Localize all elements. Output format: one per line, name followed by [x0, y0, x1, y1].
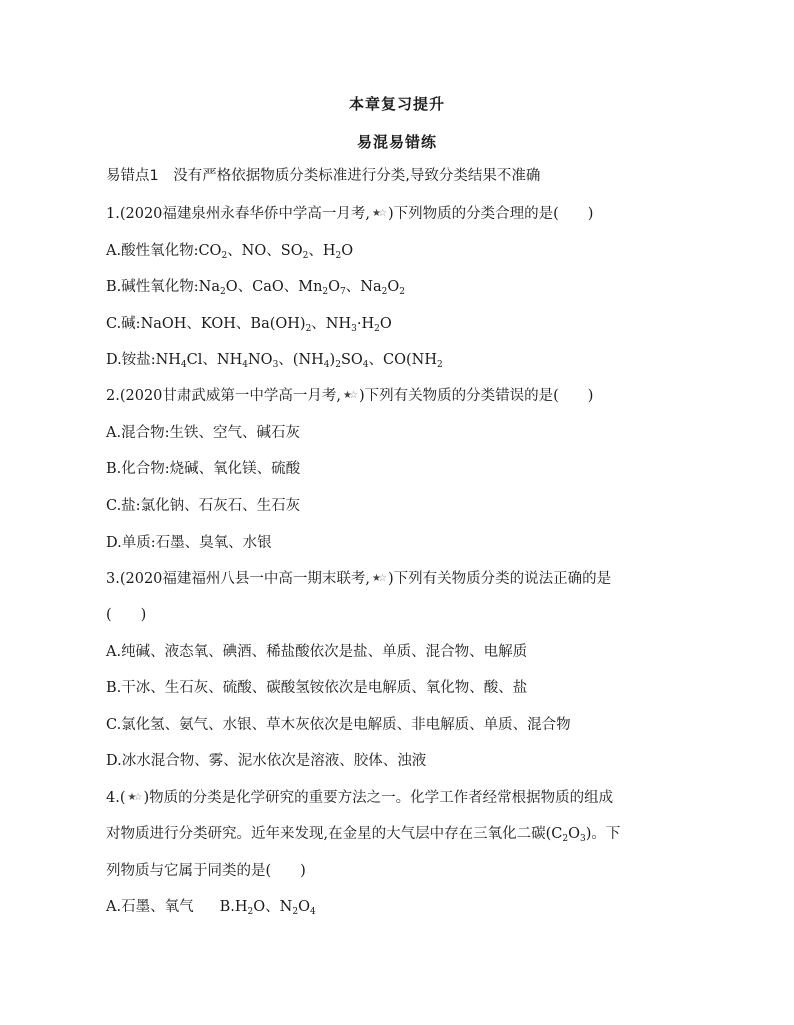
question-2-source: 2.(2020甘肃武威第一中学高一月考, [106, 388, 342, 404]
question-4-line-3: 列物质与它属于同类的是( ) [106, 863, 306, 879]
question-2-option-d: D.单质:石墨、臭氧、水银 [106, 535, 272, 551]
question-1-option-a: A.酸性氧化物$:CO_2$、NO、$SO_2$、$H_2O$ [106, 243, 354, 261]
question-1-option-c: C.碱:NaOH、KOH、$Ba(OH)_2$、$NH_3\cdot H_2O$ [106, 316, 392, 334]
question-4-stem [106, 788, 706, 808]
question-3-text: )下列有关物质分类的说法正确的是 [387, 571, 612, 587]
question-1-option-b: B.碱性氧化物$:Na_2O$、CaO、$Mn_2O_7$、$Na_2O_2$ [106, 279, 405, 297]
question-3-answer-bracket: ( ) [106, 607, 147, 623]
question-3-option-b: B.干冰、生石灰、硫酸、碳酸氢铵依次是电解质、氧化物、酸、盐 [106, 680, 528, 696]
question-4-option-a: A.石墨、氧气 [106, 899, 194, 915]
question-2-option-a: A.混合物:生铁、空气、碱石灰 [106, 425, 300, 441]
question-4-option-b: $B.H_2O$、$N_2O_4$ [219, 899, 316, 917]
question-4-number: 4.( [106, 790, 126, 806]
question-1-stem [106, 204, 706, 224]
section-subtitle: 易混易错练 [356, 133, 437, 151]
question-3-option-c: C.氯化氢、氨气、水银、草木灰依次是电解质、非电解质、单质、混合物 [106, 717, 571, 733]
question-4-text: )物质的分类是化学研究的重要方法之一。化学工作者经常根据物质的组成 [143, 790, 614, 806]
question-3-option-a: A.纯碱、液态氧、碘酒、稀盐酸依次是盐、单质、混合物、电解质 [106, 644, 528, 660]
question-1-option-d: D.铵盐$:NH_4Cl$、$NH_4NO_3$、$(NH_4)_2SO_4$、$CO(NH_2$ [106, 352, 443, 370]
question-4-line-2: 对物质进行分类研究。近年来发现,在金星的大气层中存在三氧化二碳$(C_2O_3)$。下 [106, 826, 621, 844]
question-2-text: )下列有关物质的分类错误的是( ) [358, 388, 594, 404]
star-difficulty-icon: ★☆ [127, 792, 140, 803]
question-3-option-d: D.冰水混合物、雾、泥水依次是溶液、胶体、浊液 [106, 753, 427, 769]
question-2-option-c: C.盐:氯化钠、石灰石、生石灰 [106, 498, 301, 514]
chapter-review-title: 本章复习提升 [348, 95, 445, 113]
question-2-option-b: B.化合物:烧碱、氧化镁、硫酸 [106, 461, 301, 477]
question-1-text: )下列物质的分类合理的是( ) [387, 206, 594, 222]
question-2-stem [106, 386, 706, 406]
error-point-heading: 易错点1 没有严格依据物质分类标准进行分类,导致分类结果不准确 [106, 168, 541, 184]
question-3-source: 3.(2020福建福州八县一中高一期末联考, [106, 571, 371, 587]
star-difficulty-icon: ★☆ [372, 208, 384, 219]
question-1-source: 1.(2020福建泉州永春华侨中学高一月考, [106, 206, 371, 222]
question-3-stem [106, 569, 706, 589]
question-4-options [106, 897, 706, 917]
star-difficulty-icon: ★☆ [343, 390, 355, 401]
star-difficulty-icon: ★☆ [372, 573, 384, 584]
